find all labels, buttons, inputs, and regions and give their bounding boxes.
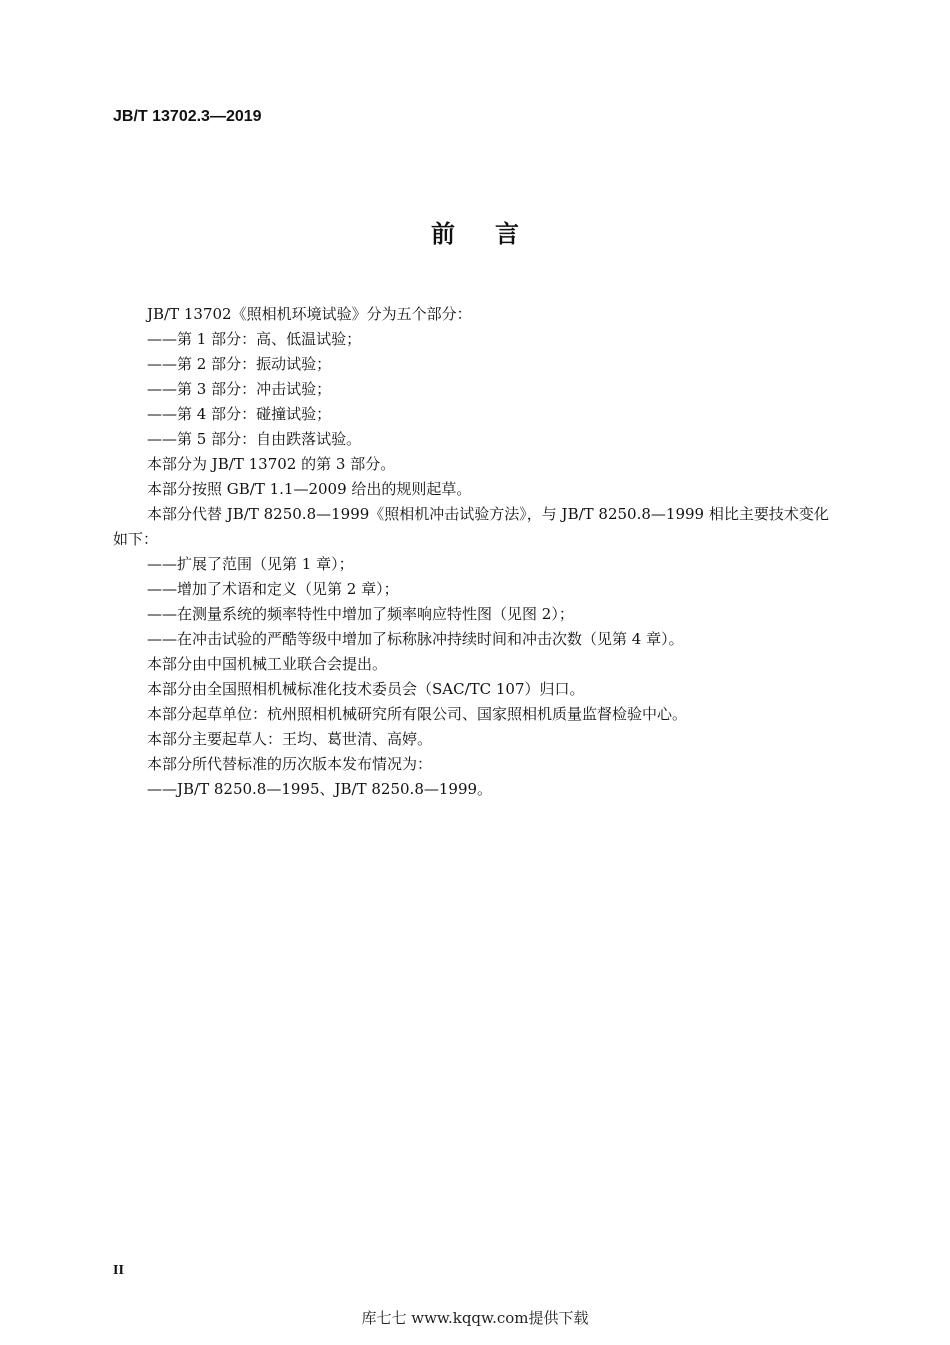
page-title: 前言	[431, 220, 559, 248]
text-line: ——增加了术语和定义（见第 2 章）；	[147, 580, 399, 598]
download-watermark: 库七七 www.kqqw.com提供下载	[361, 1309, 589, 1327]
text-line: 本部分代替 JB/T 8250.8—1999《照相机冲击试验方法》，与 JB/T 8250.8—1999 相比主要技术变化	[147, 505, 829, 523]
text-line: ——在冲击试验的严酷等级中增加了标称脉冲持续时间和冲击次数（见第 4 章）。	[147, 630, 684, 648]
text-line: ——在测量系统的频率特性中增加了频率响应特性图（见图 2）；	[147, 605, 574, 623]
text-line: ——第 4 部分：碰撞试验；	[147, 405, 332, 423]
text-line: 本部分为 JB/T 13702 的第 3 部分。	[147, 455, 396, 473]
page-number: II	[113, 1263, 124, 1278]
standard-number: JB/T 13702.3—2019	[113, 108, 262, 125]
text-line: 本部分由全国照相机械标准化技术委员会（SAC/TC 107）归口。	[147, 680, 585, 698]
text-line: 本部分由中国机械工业联合会提出。	[147, 655, 388, 673]
text-line: ——扩展了范围（见第 1 章）；	[147, 555, 354, 573]
text-line: 本部分所代替标准的历次版本发布情况为：	[147, 755, 433, 773]
text-line: ——第 3 部分：冲击试验；	[147, 380, 332, 398]
text-line: ——第 1 部分：高、低温试验；	[147, 330, 362, 348]
foreword-body	[113, 302, 873, 802]
text-line: ——第 2 部分：振动试验；	[147, 355, 332, 373]
text-line: 本部分起草单位：杭州照相机械研究所有限公司、国家照相机质量监督检验中心。	[147, 705, 688, 723]
text-line: ——JB/T 8250.8—1995、JB/T 8250.8—1999。	[147, 780, 493, 798]
text-line: ——第 5 部分：自由跌落试验。	[147, 430, 362, 448]
text-line: 本部分按照 GB/T 1.1—2009 给出的规则起草。	[147, 480, 472, 498]
text-line: JB/T 13702《照相机环境试验》分为五个部分：	[147, 305, 472, 323]
text-line: 本部分主要起草人：王均、葛世清、高婷。	[147, 730, 433, 748]
text-line: 如下：	[113, 530, 159, 548]
